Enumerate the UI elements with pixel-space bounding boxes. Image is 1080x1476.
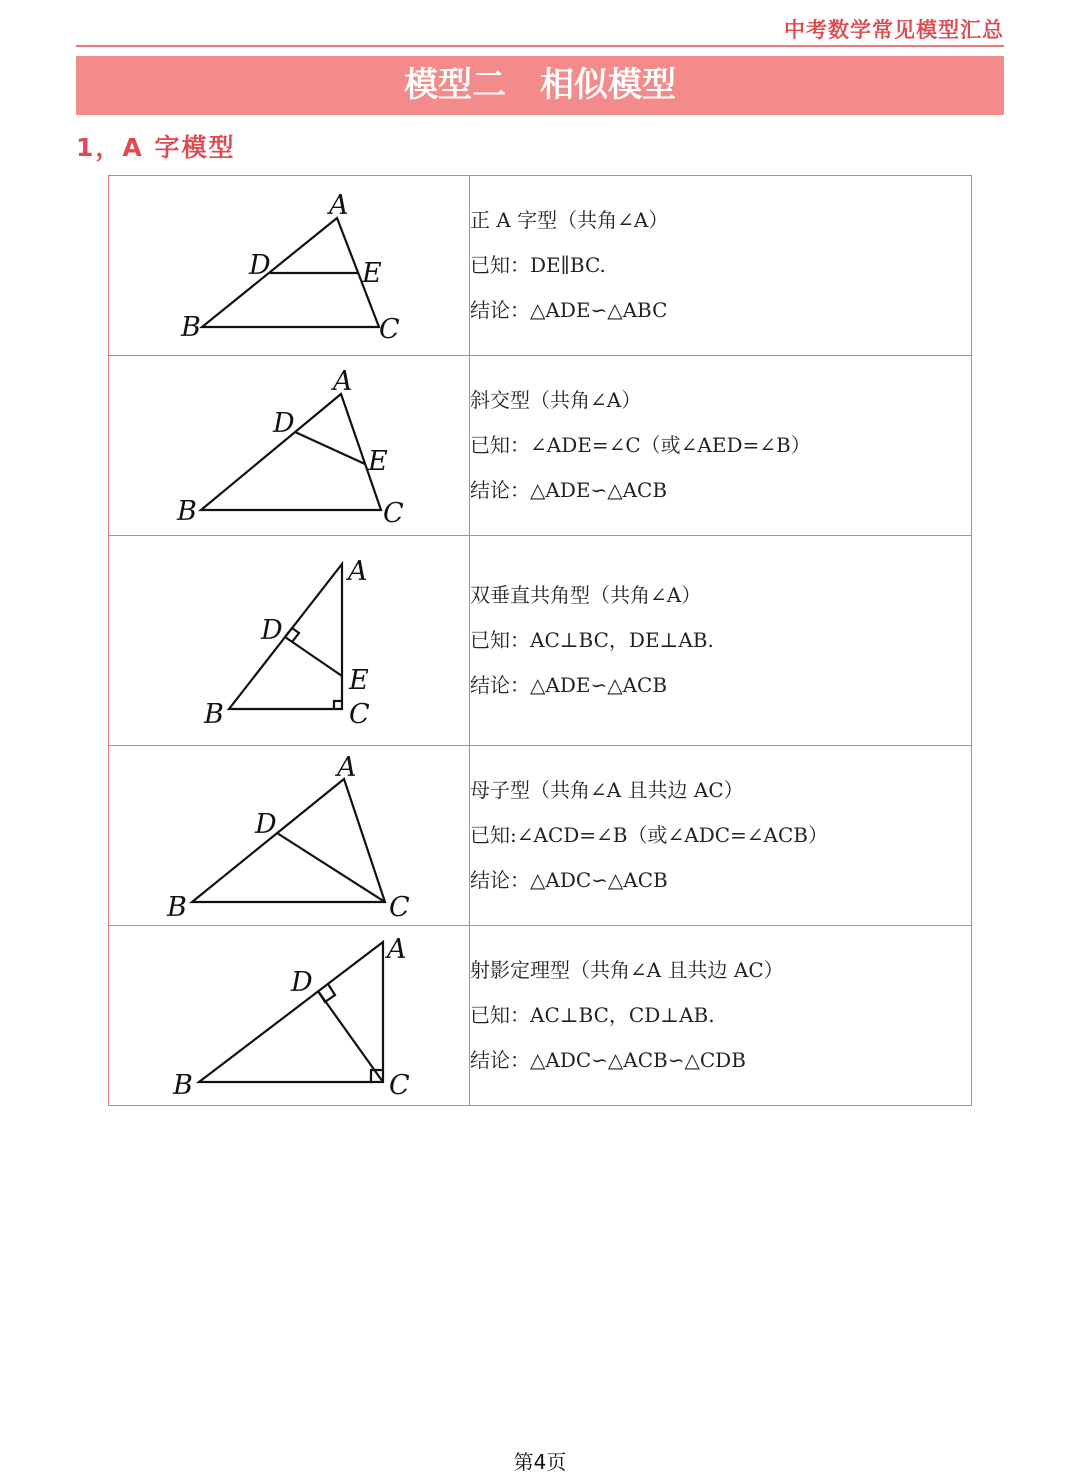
figure-cell <box>109 926 470 1106</box>
right-angle-marker-d <box>318 984 335 1002</box>
figure-mother-child <box>109 746 469 925</box>
label-d: D <box>291 967 313 998</box>
label-a: A <box>333 366 353 397</box>
segment-cd <box>277 833 385 902</box>
figure-projection <box>109 926 469 1105</box>
label-a: A <box>387 934 407 965</box>
triangle-abc <box>199 942 383 1082</box>
description-cell <box>470 746 972 926</box>
segment-de <box>295 432 365 464</box>
label-e: E <box>368 446 388 477</box>
figure-cell <box>109 746 470 926</box>
label-b: B <box>181 312 201 343</box>
label-a: A <box>337 752 357 783</box>
label-c: C <box>389 1070 410 1101</box>
label-c: C <box>383 498 404 529</box>
description-cell <box>470 356 972 536</box>
model-given: 已知：∠ADE=∠C（或∠AED=∠B） <box>470 433 811 457</box>
label-c: C <box>379 314 400 345</box>
label-c: C <box>389 892 410 923</box>
model-given: 已知：AC⊥BC，CD⊥AB. <box>470 1003 715 1027</box>
table-row <box>109 746 972 926</box>
model-name: 斜交型（共角∠A） <box>470 388 642 412</box>
model-given: 已知:∠ACD=∠B（或∠ADC=∠ACB） <box>470 823 828 847</box>
label-d: D <box>255 809 277 840</box>
model-conclusion: 结论：△ADC∽△ACB <box>470 868 668 892</box>
description-cell <box>470 536 972 746</box>
figure-forward-a <box>109 176 469 355</box>
table-row <box>109 926 972 1106</box>
figure-cell <box>109 356 470 536</box>
description-cell <box>470 926 972 1106</box>
label-b: B <box>167 892 187 923</box>
header-divider <box>76 45 1004 47</box>
model-conclusion: 结论：△ADE∽△ACB <box>470 478 668 502</box>
page-number: 第4页 <box>513 1450 567 1474</box>
section-title: 1，A 字模型 <box>76 133 236 162</box>
model-given: 已知：AC⊥BC，DE⊥AB. <box>470 628 714 652</box>
model-conclusion: 结论：△ADC∽△ACB∽△CDB <box>470 1048 746 1072</box>
label-b: B <box>204 699 224 730</box>
segment-de <box>285 637 342 676</box>
figure-cell <box>109 176 470 356</box>
model-name: 双垂直共角型（共角∠A） <box>470 583 702 607</box>
label-b: B <box>177 496 197 527</box>
table-row <box>109 176 972 356</box>
model-name: 射影定理型（共角∠A 且共边 AC） <box>470 958 784 982</box>
label-e: E <box>362 258 382 289</box>
table-row <box>109 356 972 536</box>
model-conclusion: 结论：△ADE∽△ACB <box>470 673 668 697</box>
right-angle-marker-c <box>334 701 342 709</box>
models-table <box>108 175 972 1106</box>
label-d: D <box>249 250 271 281</box>
segment-cd <box>318 991 383 1082</box>
model-conclusion: 结论：△ADE∽△ABC <box>470 298 668 322</box>
model-name: 正 A 字型（共角∠A） <box>470 208 669 232</box>
label-d: D <box>273 408 295 439</box>
label-a: A <box>348 556 368 587</box>
table-row <box>109 536 972 746</box>
model-given: 已知：DE∥BC. <box>470 253 606 277</box>
label-c: C <box>349 699 370 730</box>
description-cell <box>470 176 972 356</box>
label-b: B <box>173 1070 193 1101</box>
figure-cell <box>109 536 470 746</box>
right-angle-marker-d <box>285 628 299 642</box>
header-title: 中考数学常见模型汇总 <box>784 18 1004 42</box>
model-name: 母子型（共角∠A 且共边 AC） <box>470 778 744 802</box>
figure-double-perpendicular <box>109 536 469 745</box>
label-e: E <box>349 665 369 696</box>
chapter-banner: 模型二 相似模型 <box>76 56 1004 115</box>
figure-oblique <box>109 356 469 535</box>
label-d: D <box>261 615 283 646</box>
label-a: A <box>329 190 349 221</box>
